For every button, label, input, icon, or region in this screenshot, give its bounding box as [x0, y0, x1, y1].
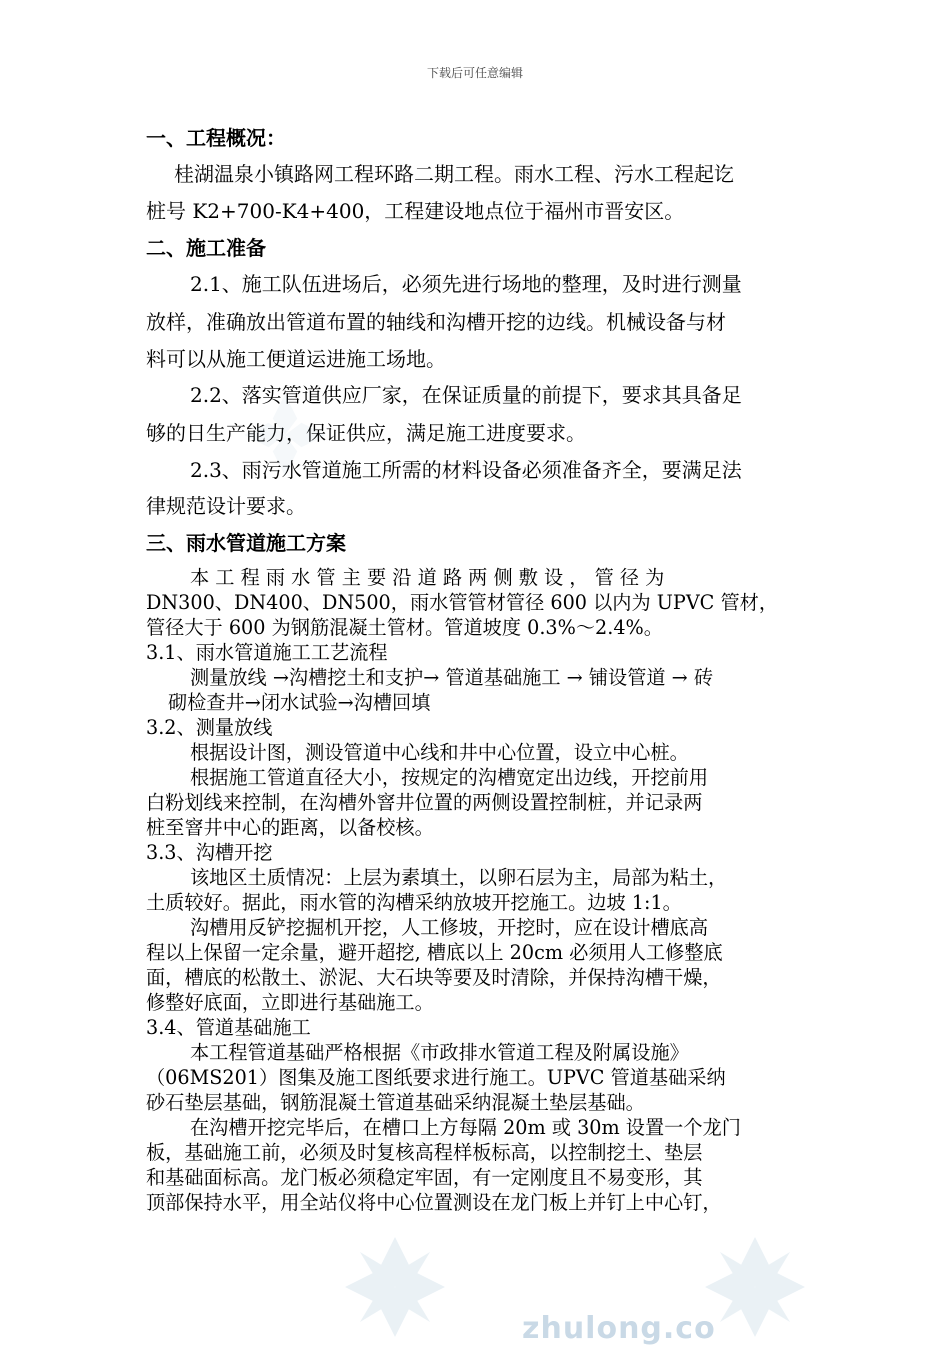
paragraph-line: 桩号 K2+700-K4+400，工程建设地点位于福州市晋安区。: [146, 199, 685, 223]
paragraph-line: 白粉划线来控制，在沟槽外窨井位置的两侧设置控制桩，并记录两: [146, 791, 703, 814]
paragraph-line: 3.3、沟槽开挖: [146, 841, 273, 864]
paragraph-line: 和基础面标高。龙门板必须稳定牢固，有一定刚度且不易变形，其: [146, 1166, 703, 1189]
watermark-snowflake-icon: [340, 1232, 450, 1342]
paragraph-line: 3.4、管道基础施工: [146, 1016, 311, 1039]
paragraph-line: 桂湖温泉小镇路网工程环路二期工程。雨水工程、污水工程起讫: [174, 162, 734, 186]
paragraph-line: 顶部保持水平，用全站仪将中心位置测设在龙门板上并钉上中心钉，: [146, 1191, 722, 1214]
paragraph-line: 砂石垫层基础，钢筋混凝土管道基础采纳混凝土垫层基础。: [146, 1091, 645, 1114]
header-note: 下载后可任意编辑: [426, 66, 523, 80]
section-heading: 三、雨水管道施工方案: [146, 531, 346, 555]
paragraph-line: 在沟槽开挖完毕后，在槽口上方每隔 20m 或 30m 设置一个龙门: [190, 1116, 741, 1139]
paragraph-line: 2.3、雨污水管道施工所需的材料设备必须准备齐全，要满足法: [190, 458, 742, 482]
paragraph-line: 该地区土质情况：上层为素填土，以卵石层为主，局部为粘土，: [190, 866, 728, 889]
paragraph-line: 沟槽用反铲挖掘机开挖，人工修坡，开挖时，应在设计槽底高: [190, 916, 709, 939]
paragraph-line: 够的日生产能力，保证供应，满足施工进度要求。: [146, 421, 586, 445]
paragraph-line: （06MS201）图集及施工图纸要求进行施工。UPVC 管道基础采纳: [146, 1066, 726, 1089]
watermark-snowflake-icon: [240, 390, 330, 480]
paragraph-line: 桩至窨井中心的距离，以备校核。: [146, 816, 434, 839]
paragraph-line: 程以上保留一定余量，避开超挖, 槽底以上 20cm 必须用人工修整底: [146, 941, 723, 964]
paragraph-line: 管径大于 600 为钢筋混凝土管材。管道坡度 0.3%～2.4%。: [146, 616, 663, 639]
paragraph-line: 测量放线 →沟槽挖土和支护→ 管道基础施工 → 铺设管道 → 砖: [190, 666, 714, 689]
paragraph-line: DN300、DN400、DN500，雨水管管材管径 600 以内为 UPVC 管材，: [146, 591, 779, 614]
paragraph-line: 2.1、施工队伍进场后，必须先进行场地的整理，及时进行测量: [190, 272, 742, 296]
paragraph-line: 板，基础施工前，必须及时复核高程样板标高，以控制挖土、垫层: [146, 1141, 703, 1164]
paragraph-line: 根据施工管道直径大小，按规定的沟槽宽定出边线，开挖前用: [190, 766, 709, 789]
paragraph-line: 2.2、落实管道供应厂家，在保证质量的前提下，要求其具备足: [190, 383, 742, 407]
paragraph-line: 修整好底面，立即进行基础施工。: [146, 991, 434, 1014]
paragraph-line: 3.1、雨水管道施工工艺流程: [146, 641, 388, 664]
paragraph-line: 本工程管道基础严格根据《市政排水管道工程及附属设施》: [190, 1041, 689, 1064]
paragraph-line: 料可以从施工便道运进施工场地。: [146, 347, 446, 371]
paragraph-line: 土质较好。据此，雨水管的沟槽采纳放坡开挖施工。边坡 1:1。: [146, 891, 682, 914]
paragraph-line: 律规范设计要求。: [146, 494, 306, 518]
paragraph-line: 本 工 程 雨 水 管 主 要 沿 道 路 两 侧 敷 设 ， 管 径 为: [190, 566, 665, 589]
paragraph-line: 根据设计图，测设管道中心线和井中心位置，设立中心桩。: [190, 741, 689, 764]
paragraph-line: 放样，准确放出管道布置的轴线和沟槽开挖的边线。机械设备与材: [146, 310, 726, 334]
watermark-text: zhulong.co: [522, 1311, 716, 1346]
paragraph-line: 3.2、测量放线: [146, 716, 273, 739]
section-heading: 一、工程概况：: [146, 126, 286, 150]
paragraph-line: 砌检查井→闭水试验→沟槽回填: [168, 691, 431, 714]
watermark-snowflake-icon: [700, 1232, 810, 1342]
section-heading: 二、施工准备: [146, 236, 266, 260]
paragraph-line: 面，槽底的松散土、淤泥、大石块等要及时清除，并保持沟槽干燥，: [146, 966, 722, 989]
